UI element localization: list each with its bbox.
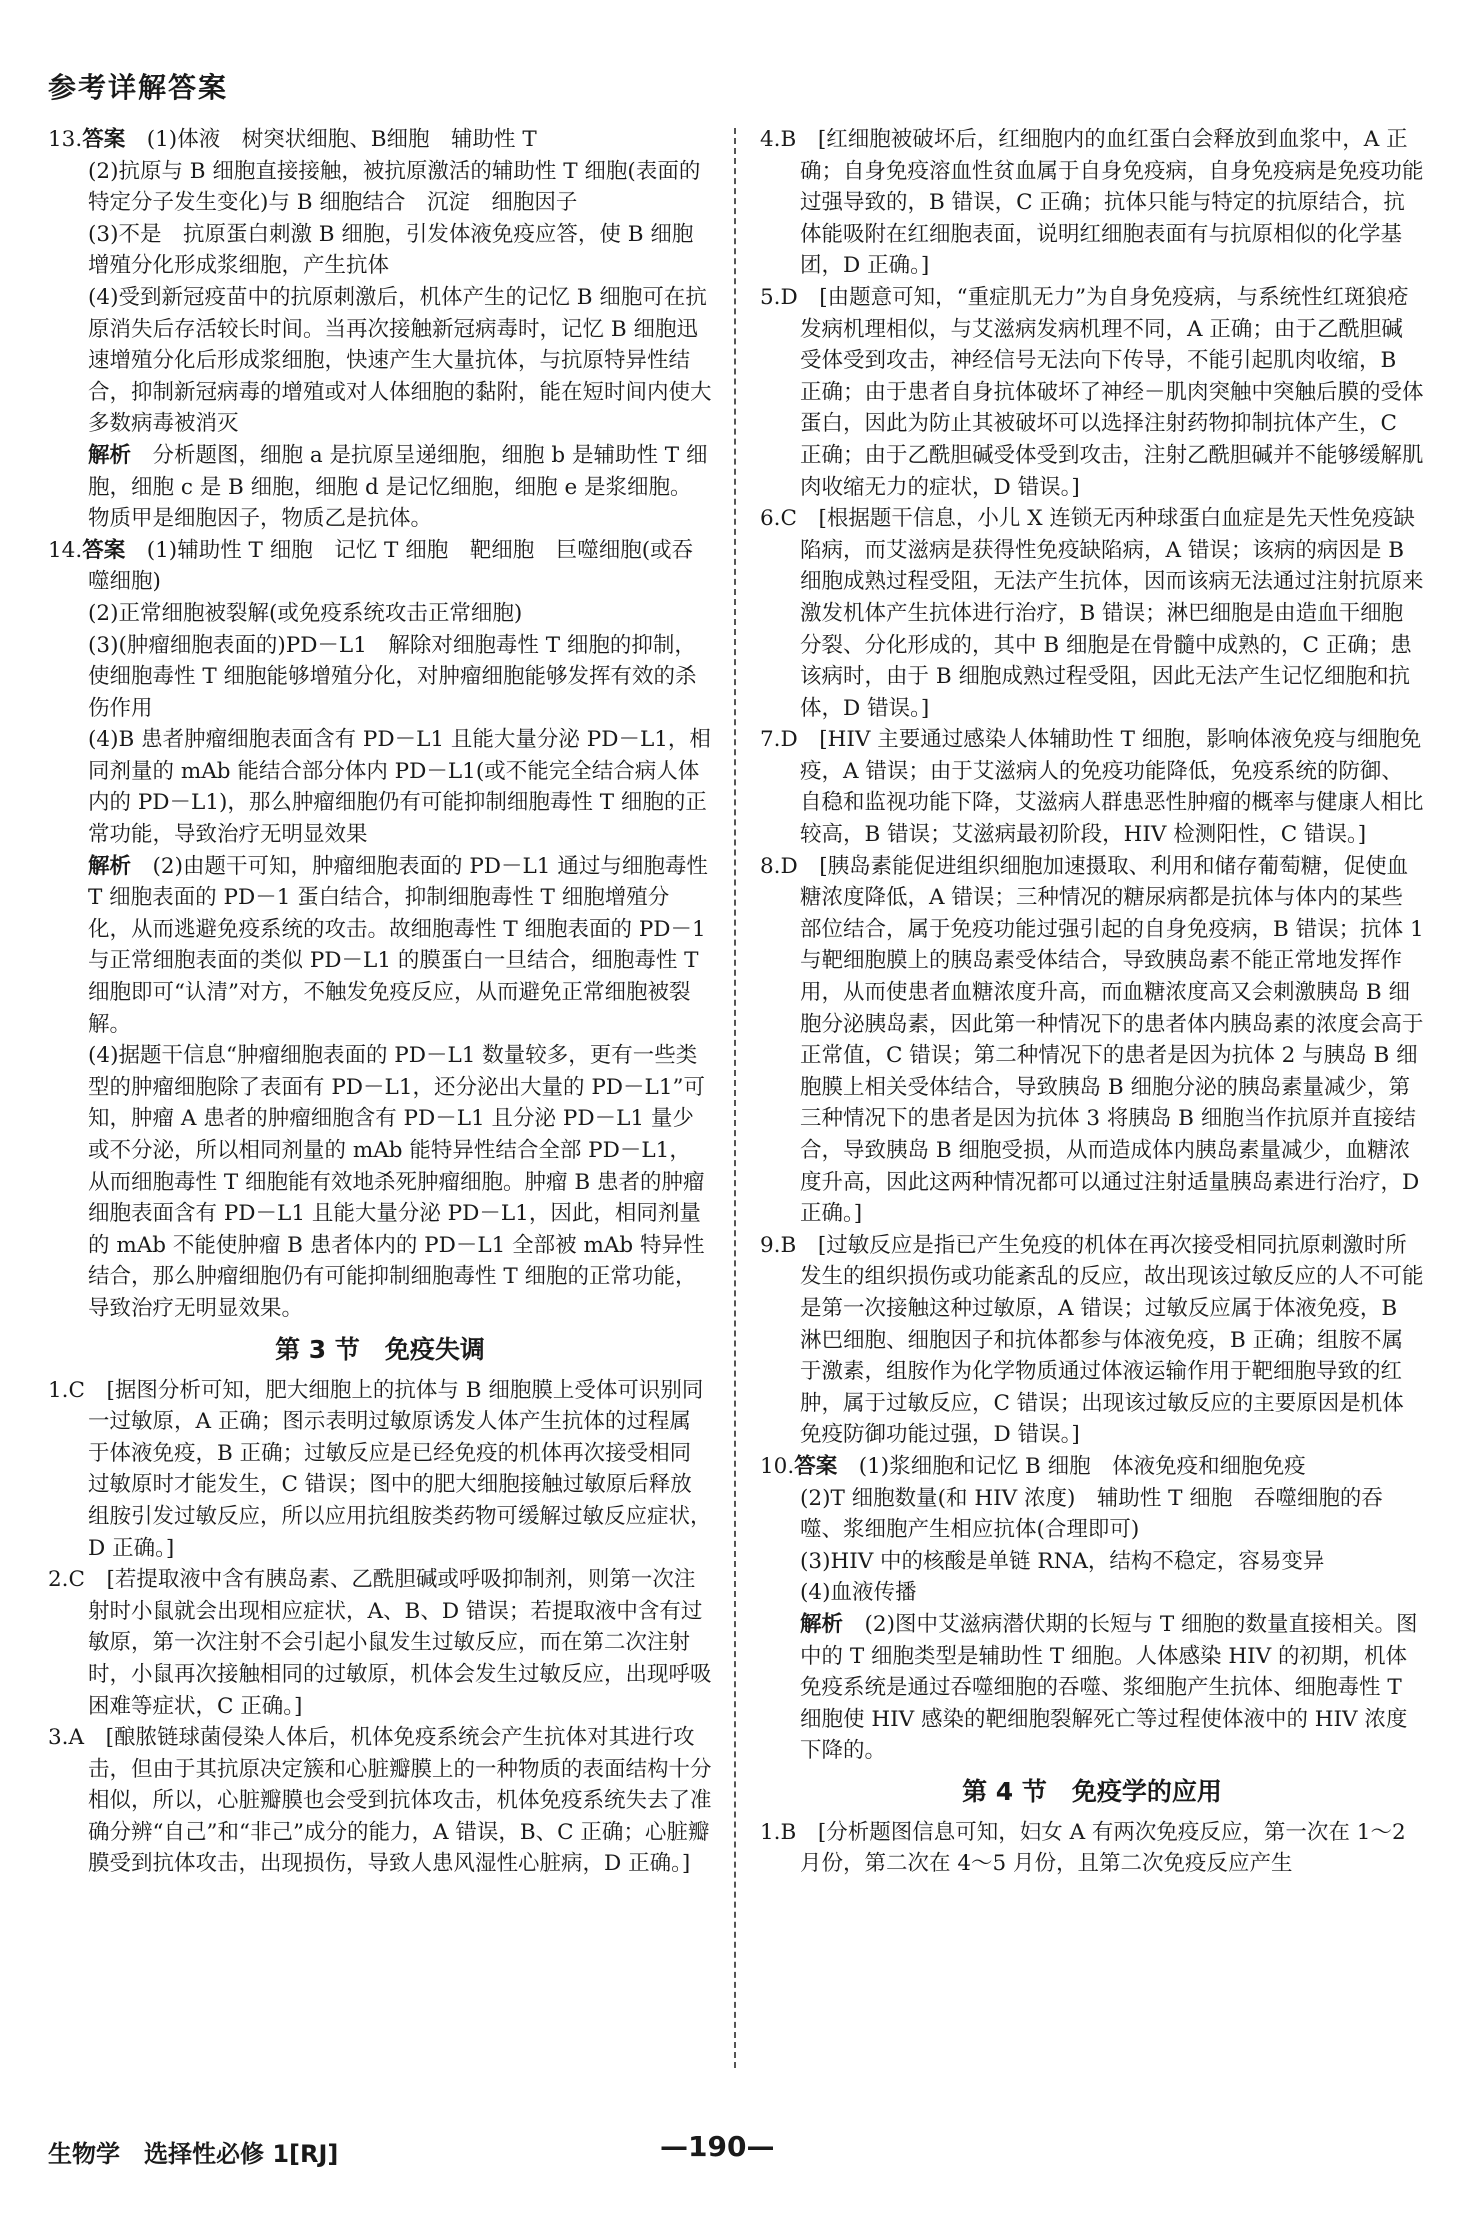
- answer-label: 答案: [82, 537, 126, 563]
- answer-part: (3)(肿瘤细胞表面的)PD－L1 解除对细胞毒性 T 细胞的抑制，使细胞毒性 T 细胞能够增殖分化，对肿瘤细胞能够发挥有效的杀伤作用: [88, 632, 697, 721]
- question-number: 5.: [760, 284, 781, 310]
- explanation: [胰岛素能促进组织细胞加速摄取、利用和储存葡萄糖，促使血糖浓度降低，A 错误；三种情况的糖尿病都是抗体与体内的某些部位结合，属于免疫功能过强引起的自身免疫病，B 错误；抗体 1 与靶细胞膜上的胰岛素受体结合，导致胰岛素不能正常地发挥作用，从而使患者血糖浓度升高，而血糖浓度高又会刺激胰岛 B 细胞分泌胰岛素，因此第一种情况下的患者体内胰岛素的浓度会高于正常值，C 错误；第二种情况下的患者是因为抗体 2 与胰岛 B 细胞膜上相关受体结合，导致胰岛 B 细胞分泌的胰岛素量减少，第三种情况下的患者是因为抗体 3 将胰岛 B 细胞当作抗原并直接结合，导致胰岛 B 细胞受损，从而造成体内胰岛素量减少，血糖浓度升高，因此这两种情况都可以通过注射适量胰岛素进行治疗，D 正确。]: [800, 853, 1424, 1227]
- answer-part: (2)正常细胞被裂解(或免疫系统攻击正常细胞): [88, 600, 523, 626]
- page-number: —190—: [660, 2130, 775, 2163]
- mc-answer: [760, 724, 1424, 850]
- answer-part: (3)不是 抗原蛋白刺激 B 细胞，引发体液免疫应答，使 B 细胞增殖分化形成浆细胞，产生抗体: [88, 221, 694, 279]
- question-number: 8.: [760, 853, 781, 879]
- section-heading: 第 3 节 免疫失调: [275, 1334, 485, 1364]
- answer-part: (4)B 患者肿瘤细胞表面含有 PD－L1 且能大量分泌 PD－L1，相同剂量的 mAb 能结合部分体内 PD－L1(或不能完全结合病人体内的 PD－L1)，那么肿瘤细胞仍有可能抑制细胞毒性 T 细胞的正常功能，导致治疗无明显效果: [88, 727, 711, 848]
- choice-letter: C: [68, 1567, 85, 1593]
- question-number: 13.: [48, 127, 83, 152]
- answer-part: (3)HIV 中的核酸是单链 RNA，结构不稳定，容易变异: [800, 1548, 1325, 1574]
- right-column: [760, 124, 1424, 1880]
- explanation: [红细胞被破坏后，红细胞内的血红蛋白会释放到血浆中，A 正确；自身免疫溶血性贫血属于自身免疫病，自身免疫病是免疫功能过强导致的，B 错误，C 正确；抗体只能与特定的抗原结合，抗体能吸附在红细胞表面，说明红细胞表面有与抗原相似的化学基团，D 正确。]: [800, 127, 1424, 279]
- answer-10: [760, 1451, 1424, 1767]
- explanation: [据图分析可知，肥大细胞上的抗体与 B 细胞膜上受体可识别同一过敏原，A 正确；图示表明过敏原诱发人体产生抗体的过程属于体液免疫，B 正确；过敏反应是已经免疫的机体再次接受相同过敏原时才能发生，C 错误；图中的肥大细胞接触过敏原后释放组胺引发过敏反应，所以应用抗组胺类药物可缓解过敏反应症状，D 正确。]: [88, 1377, 712, 1561]
- mc-answer: [760, 124, 1424, 282]
- choice-letter: C: [780, 506, 797, 532]
- analysis-text: (2)由题干可知，肿瘤细胞表面的 PD－L1 通过与细胞毒性 T 细胞表面的 PD－1 蛋白结合，抑制细胞毒性 T 细胞增殖分化，从而逃避免疫系统的攻击。故细胞毒性 T 细胞表面的 PD－1 与正常细胞表面的类似 PD－L1 的膜蛋白一旦结合，细胞毒性 T 细胞即可“认清”对方，不触发免疫反应，从而避免正常细胞被裂解。: [88, 853, 708, 1037]
- question-number: 14.: [48, 537, 83, 563]
- answer-part: (1)浆细胞和记忆 B 细胞 体液免疫和细胞免疫: [858, 1453, 1306, 1479]
- answer-14: [48, 535, 712, 1325]
- explanation: [若提取液中含有胰岛素、乙酰胆碱或呼吸抑制剂，则第一次注射时小鼠就会出现相应症状，A、B、D 错误；若提取液中含有过敏原，第一次注射不会引起小鼠发生过敏反应，而在第二次注射时，小鼠再次接触相同的过敏原，机体会发生过敏反应，出现呼吸困难等症状，C 正确。]: [88, 1567, 712, 1719]
- choice-letter: B: [780, 127, 797, 152]
- mc-answer: [48, 1375, 712, 1565]
- section-heading: 第 4 节 免疫学的应用: [962, 1776, 1222, 1806]
- analysis-text: (2)图中艾滋病潜伏期的长短与 T 细胞的数量直接相关。图中的 T 细胞类型是辅助性 T 细胞。人体感染 HIV 的初期，机体免疫系统是通过吞噬细胞的吞噬、浆细胞产生抗体、细胞毒性 T 细胞使 HIV 感染的靶细胞裂解死亡等过程使体液中的 HIV 浓度下降的。: [800, 1611, 1418, 1764]
- question-number: 7.: [760, 727, 781, 753]
- answer-part: (4)血液传播: [800, 1580, 917, 1606]
- explanation: [由题意可知，“重症肌无力”为自身免疫病，与系统性红斑狼疮发病机理相似，与艾滋病发病机理不同，A 正确；由于乙酰胆碱受体受到攻击，神经信号无法向下传导，不能引起肌肉收缩，B 正确；由于患者自身抗体破坏了神经－肌肉突触中突触后膜的受体蛋白，因此为防止其被破坏可以选择注射药物抑制抗体产生，C 正确；由于乙酰胆碱受体受到攻击，注射乙酰胆碱并不能够缓解肌肉收缩无力的症状，D 错误。]: [800, 284, 1424, 500]
- explanation: [分析题图信息可知，妇女 A 有两次免疫反应，第一次在 1～2 月份，第二次在 4～5 月份，且第二次免疫反应产生: [800, 1819, 1406, 1877]
- answer-part: (4)受到新冠疫苗中的抗原刺激后，机体产生的记忆 B 细胞可在抗原消失后存活较长时间。当再次接触新冠病毒时，记忆 B 细胞迅速增殖分化后形成浆细胞，快速产生大量抗体，与抗原特异性结合，抑制新冠病毒的增殖或对人体细胞的黏附，能在短时间内使大多数病毒被消灭: [88, 284, 712, 437]
- choice-letter: D: [780, 853, 798, 879]
- question-number: 2.: [48, 1567, 69, 1593]
- question-number: 1.: [760, 1819, 781, 1845]
- answer-part: (1)体液 树突状细胞、B细胞 辅助性 T: [146, 127, 537, 152]
- mc-answer: [760, 503, 1424, 724]
- footer-book-title: 生物学 选择性必修 1[RJ]: [48, 2140, 339, 2168]
- question-number: 1.: [48, 1377, 69, 1403]
- question-number: 6.: [760, 506, 781, 532]
- mc-answer: [48, 1722, 712, 1880]
- analysis-label: 解析: [800, 1611, 844, 1637]
- choice-letter: D: [780, 727, 798, 753]
- analysis-label: 解析: [88, 442, 132, 468]
- question-number: 9.: [760, 1232, 781, 1258]
- question-number: 10.: [760, 1453, 795, 1479]
- mc-answer: [760, 1817, 1424, 1880]
- answer-label: 答案: [794, 1453, 838, 1479]
- mc-answer: [760, 282, 1424, 503]
- page-header-title: 参考详解答案: [48, 71, 229, 104]
- answer-label: 答案: [82, 127, 126, 152]
- mc-answer: [760, 1230, 1424, 1451]
- mc-answer: [48, 1564, 712, 1722]
- mc-answer: [760, 851, 1424, 1230]
- choice-letter: B: [780, 1232, 797, 1258]
- answer-part: (1)辅助性 T 细胞 记忆 T 细胞 靶细胞 巨噬细胞(或吞噬细胞): [88, 537, 694, 595]
- explanation: [过敏反应是指已产生免疫的机体在再次接受相同抗原刺激时所发生的组织损伤或功能紊乱的反应，故出现该过敏反应的人不可能是第一次接触这种过敏原，A 错误；过敏反应属于体液免疫，B 淋巴细胞、细胞因子和抗体都参与体液免疫，B 正确；组胺不属于激素，组胺作为化学物质通过体液运输作用于靶细胞导致的红肿，属于过敏反应，C 错误；出现该过敏反应的主要原因是机体免疫防御功能过强，D 错误。]: [800, 1232, 1424, 1448]
- question-number: 3.: [48, 1725, 69, 1751]
- analysis-text: 分析题图，细胞 a 是抗原呈递细胞，细胞 b 是辅助性 T 细胞，细胞 c 是 B 细胞，细胞 d 是记忆细胞，细胞 e 是浆细胞。物质甲是细胞因子，物质乙是抗体。: [88, 442, 708, 532]
- explanation: [酿脓链球菌侵染人体后，机体免疫系统会产生抗体对其进行攻击，但由于其抗原决定簇和心脏瓣膜上的一种物质的表面结构十分相似，所以，心脏瓣膜也会受到抗体攻击，机体免疫系统失去了准确分辨“自己”和“非己”成分的能力，A 错误，B、C 正确；心脏瓣膜受到抗体攻击，出现损伤，导致人患风湿性心脏病，D 正确。]: [88, 1725, 712, 1877]
- analysis-text: (4)据题干信息“肿瘤细胞表面的 PD－L1 数量较多，更有一些类型的肿瘤细胞除了表面有 PD－L1，还分泌出大量的 PD－L1”可知，肿瘤 A 患者的肿瘤细胞含有 PD－L1 且分泌 PD－L1 量少或不分泌，所以相同剂量的 mAb 能特异性结合全部 PD－L1，从而细胞毒性 T 细胞能有效地杀死肿瘤细胞。肿瘤 B 患者的肿瘤细胞表面含有 PD－L1 且能大量分泌 PD－L1，因此，相同剂量的 mAb 不能使肿瘤 B 患者体内的 PD－L1 全部被 mAb 特异性结合，那么肿瘤细胞仍有可能抑制细胞毒性 T 细胞的正常功能，导致治疗无明显效果。: [88, 1043, 705, 1321]
- answer-part: (2)抗原与 B 细胞直接接触，被抗原激活的辅助性 T 细胞(表面的特定分子发生变化)与 B 细胞结合 沉淀 细胞因子: [88, 158, 701, 216]
- answer-part: (2)T 细胞数量(和 HIV 浓度) 辅助性 T 细胞 吞噬细胞的吞噬、浆细胞产生相应抗体(合理即可): [800, 1485, 1383, 1543]
- question-number: 4.: [760, 127, 781, 152]
- explanation: [根据题干信息，小儿 X 连锁无丙种球蛋白血症是先天性免疫缺陷病，而艾滋病是获得性免疫缺陷病，A 错误；该病的病因是 B 细胞成熟过程受阻，无法产生抗体，因而该病无法通过注射抗原来激发机体产生抗体进行治疗，B 错误；淋巴细胞是由造血干细胞分裂、分化形成的，其中 B 细胞是在骨髓中成熟的，C 正确；患该病时，由于 B 细胞成熟过程受阻，因此无法产生记忆细胞和抗体，D 错误。]: [800, 506, 1424, 721]
- choice-letter: D: [780, 284, 798, 310]
- left-column: [48, 124, 712, 1880]
- column-divider: [734, 128, 736, 2068]
- answer-13: [48, 124, 712, 535]
- choice-letter: A: [68, 1725, 85, 1751]
- analysis-label: 解析: [88, 853, 132, 879]
- explanation: [HIV 主要通过感染人体辅助性 T 细胞，影响体液免疫与细胞免疫，A 错误；由于艾滋病人的免疫功能降低，免疫系统的防御、自稳和监视功能下降，艾滋病人群患恶性肿瘤的概率与健康人相比较高，B 错误；艾滋病最初阶段，HIV 检测阳性，C 错误。]: [800, 727, 1424, 848]
- choice-letter: B: [780, 1819, 797, 1845]
- choice-letter: C: [68, 1377, 85, 1403]
